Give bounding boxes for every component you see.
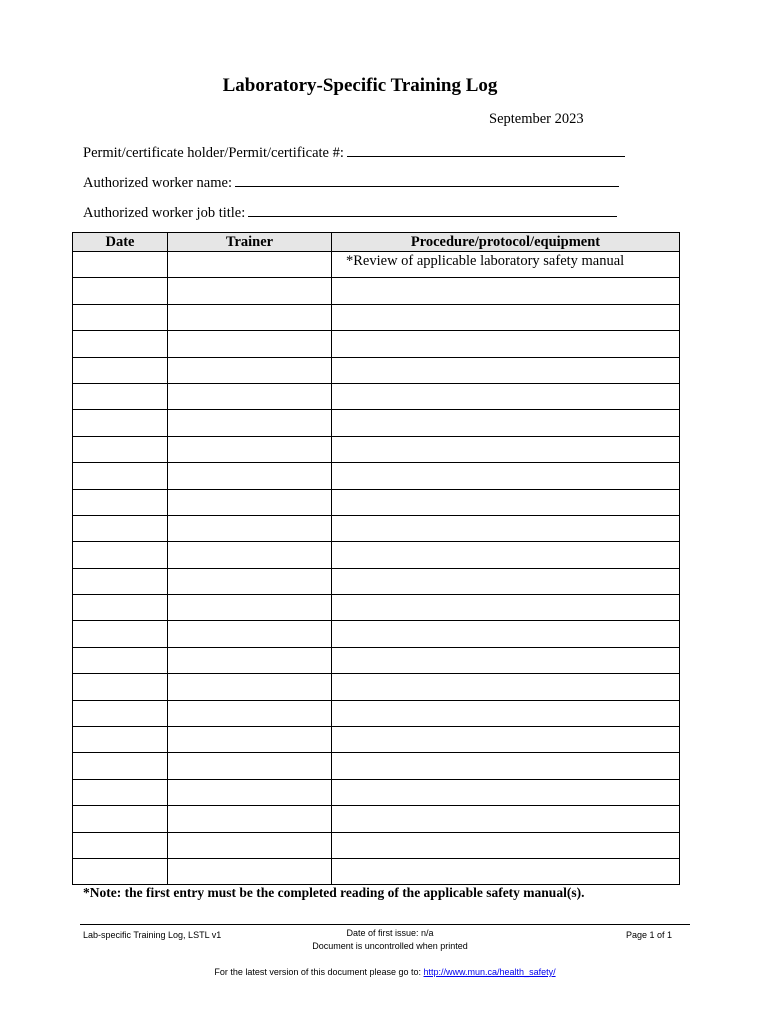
permit-holder-label: Permit/certificate holder/Permit/certificate #: bbox=[83, 145, 344, 161]
trainer-cell[interactable] bbox=[168, 436, 332, 462]
trainer-cell[interactable] bbox=[168, 542, 332, 568]
trainer-cell[interactable] bbox=[168, 858, 332, 884]
title-text: Laboratory-Specific Training Log bbox=[222, 75, 498, 96]
footer-center bbox=[250, 927, 530, 953]
column-header-procedure: Procedure/protocol/equipment bbox=[332, 233, 680, 252]
trainer-cell[interactable] bbox=[168, 463, 332, 489]
date-cell[interactable] bbox=[73, 674, 168, 700]
date-cell[interactable] bbox=[73, 331, 168, 357]
document-date: September 2023 bbox=[489, 111, 584, 127]
footer-issue-date: Date of first issue: n/a bbox=[346, 928, 434, 938]
date-cell[interactable] bbox=[73, 779, 168, 805]
table-row bbox=[73, 436, 680, 462]
table-row bbox=[73, 753, 680, 779]
procedure-cell[interactable] bbox=[332, 542, 680, 568]
footer-divider bbox=[80, 924, 690, 925]
table-row bbox=[73, 489, 680, 515]
footer-latest-version bbox=[0, 967, 770, 977]
trainer-cell[interactable] bbox=[168, 647, 332, 673]
permit-holder-field[interactable] bbox=[83, 143, 625, 162]
training-log-table bbox=[72, 232, 680, 885]
table-row bbox=[73, 542, 680, 568]
trainer-cell[interactable] bbox=[168, 727, 332, 753]
date-cell[interactable] bbox=[73, 568, 168, 594]
table-body bbox=[73, 252, 680, 885]
procedure-cell[interactable] bbox=[332, 832, 680, 858]
date-cell[interactable] bbox=[73, 832, 168, 858]
date-cell[interactable] bbox=[73, 621, 168, 647]
procedure-cell[interactable] bbox=[332, 858, 680, 884]
procedure-cell[interactable] bbox=[332, 331, 680, 357]
date-cell[interactable] bbox=[73, 278, 168, 304]
trainer-cell[interactable] bbox=[168, 595, 332, 621]
permit-holder-blank[interactable] bbox=[347, 143, 625, 157]
worker-name-field[interactable] bbox=[83, 173, 619, 192]
footer-page-number: Page 1 of 1 bbox=[626, 930, 673, 940]
worker-job-title-blank[interactable] bbox=[248, 203, 617, 217]
table-row bbox=[73, 674, 680, 700]
trainer-cell[interactable] bbox=[168, 304, 332, 330]
date-cell[interactable] bbox=[73, 647, 168, 673]
table-row bbox=[73, 463, 680, 489]
worker-name-label: Authorized worker name: bbox=[83, 175, 232, 191]
trainer-cell[interactable] bbox=[168, 410, 332, 436]
footer-doc-id: Lab-specific Training Log, LSTL v1 bbox=[83, 930, 222, 940]
page-title bbox=[0, 75, 770, 97]
procedure-cell[interactable] bbox=[332, 700, 680, 726]
table-row bbox=[73, 568, 680, 594]
procedure-cell[interactable]: *Review of applicable laboratory safety manual bbox=[332, 252, 680, 278]
date-cell[interactable] bbox=[73, 727, 168, 753]
footer-latest-version-text: For the latest version of this document please go to: bbox=[214, 967, 424, 977]
worker-job-title-label: Authorized worker job title: bbox=[83, 205, 246, 221]
column-header-trainer: Trainer bbox=[168, 233, 332, 252]
worker-name-blank[interactable] bbox=[235, 173, 619, 187]
table-row bbox=[73, 621, 680, 647]
date-cell[interactable] bbox=[73, 436, 168, 462]
procedure-cell[interactable] bbox=[332, 463, 680, 489]
date-cell[interactable] bbox=[73, 357, 168, 383]
procedure-cell[interactable] bbox=[332, 515, 680, 541]
date-cell[interactable] bbox=[73, 252, 168, 278]
date-cell[interactable] bbox=[73, 489, 168, 515]
table-row bbox=[73, 595, 680, 621]
trainer-cell[interactable] bbox=[168, 515, 332, 541]
health-safety-link[interactable]: http://www.mun.ca/health_safety/ bbox=[423, 967, 556, 977]
table-row bbox=[73, 647, 680, 673]
table-header-row bbox=[73, 233, 680, 252]
date-cell[interactable] bbox=[73, 753, 168, 779]
procedure-cell[interactable] bbox=[332, 674, 680, 700]
table-row bbox=[73, 383, 680, 409]
worker-job-title-field[interactable] bbox=[83, 203, 617, 222]
trainer-cell[interactable] bbox=[168, 252, 332, 278]
trainer-cell[interactable] bbox=[168, 753, 332, 779]
date-cell[interactable] bbox=[73, 700, 168, 726]
trainer-cell[interactable] bbox=[168, 806, 332, 832]
table-row bbox=[73, 515, 680, 541]
table-row bbox=[73, 700, 680, 726]
procedure-cell[interactable] bbox=[332, 727, 680, 753]
date-cell[interactable] bbox=[73, 595, 168, 621]
procedure-cell[interactable] bbox=[332, 568, 680, 594]
table-row bbox=[73, 252, 680, 278]
procedure-cell[interactable] bbox=[332, 357, 680, 383]
table-row bbox=[73, 779, 680, 805]
note-text: *Note: the first entry must be the completed reading of the applicable safety manual(s). bbox=[83, 885, 585, 900]
trainer-cell[interactable] bbox=[168, 383, 332, 409]
procedure-cell[interactable] bbox=[332, 383, 680, 409]
footer-uncontrolled: Document is uncontrolled when printed bbox=[312, 941, 468, 951]
procedure-cell[interactable] bbox=[332, 410, 680, 436]
table-row bbox=[73, 727, 680, 753]
table-row bbox=[73, 304, 680, 330]
date-cell[interactable] bbox=[73, 383, 168, 409]
procedure-cell[interactable] bbox=[332, 806, 680, 832]
procedure-cell[interactable] bbox=[332, 621, 680, 647]
procedure-cell[interactable] bbox=[332, 304, 680, 330]
table-row bbox=[73, 278, 680, 304]
procedure-cell[interactable] bbox=[332, 753, 680, 779]
date-cell[interactable] bbox=[73, 542, 168, 568]
procedure-cell[interactable] bbox=[332, 595, 680, 621]
procedure-cell[interactable] bbox=[332, 436, 680, 462]
procedure-cell[interactable] bbox=[332, 779, 680, 805]
date-cell[interactable] bbox=[73, 806, 168, 832]
date-cell[interactable] bbox=[73, 858, 168, 884]
date-cell[interactable] bbox=[73, 515, 168, 541]
trainer-cell[interactable] bbox=[168, 621, 332, 647]
trainer-cell[interactable] bbox=[168, 779, 332, 805]
trainer-cell[interactable] bbox=[168, 674, 332, 700]
column-header-date: Date bbox=[73, 233, 168, 252]
table-row bbox=[73, 832, 680, 858]
trainer-cell[interactable] bbox=[168, 357, 332, 383]
table-row bbox=[73, 357, 680, 383]
table-row bbox=[73, 806, 680, 832]
trainer-cell[interactable] bbox=[168, 568, 332, 594]
procedure-cell[interactable] bbox=[332, 278, 680, 304]
procedure-cell[interactable] bbox=[332, 489, 680, 515]
table-row bbox=[73, 331, 680, 357]
trainer-cell[interactable] bbox=[168, 331, 332, 357]
trainer-cell[interactable] bbox=[168, 278, 332, 304]
procedure-cell[interactable] bbox=[332, 647, 680, 673]
trainer-cell[interactable] bbox=[168, 700, 332, 726]
date-cell[interactable] bbox=[73, 410, 168, 436]
trainer-cell[interactable] bbox=[168, 489, 332, 515]
table-row bbox=[73, 858, 680, 884]
date-cell[interactable] bbox=[73, 304, 168, 330]
date-cell[interactable] bbox=[73, 463, 168, 489]
trainer-cell[interactable] bbox=[168, 832, 332, 858]
table-row bbox=[73, 410, 680, 436]
